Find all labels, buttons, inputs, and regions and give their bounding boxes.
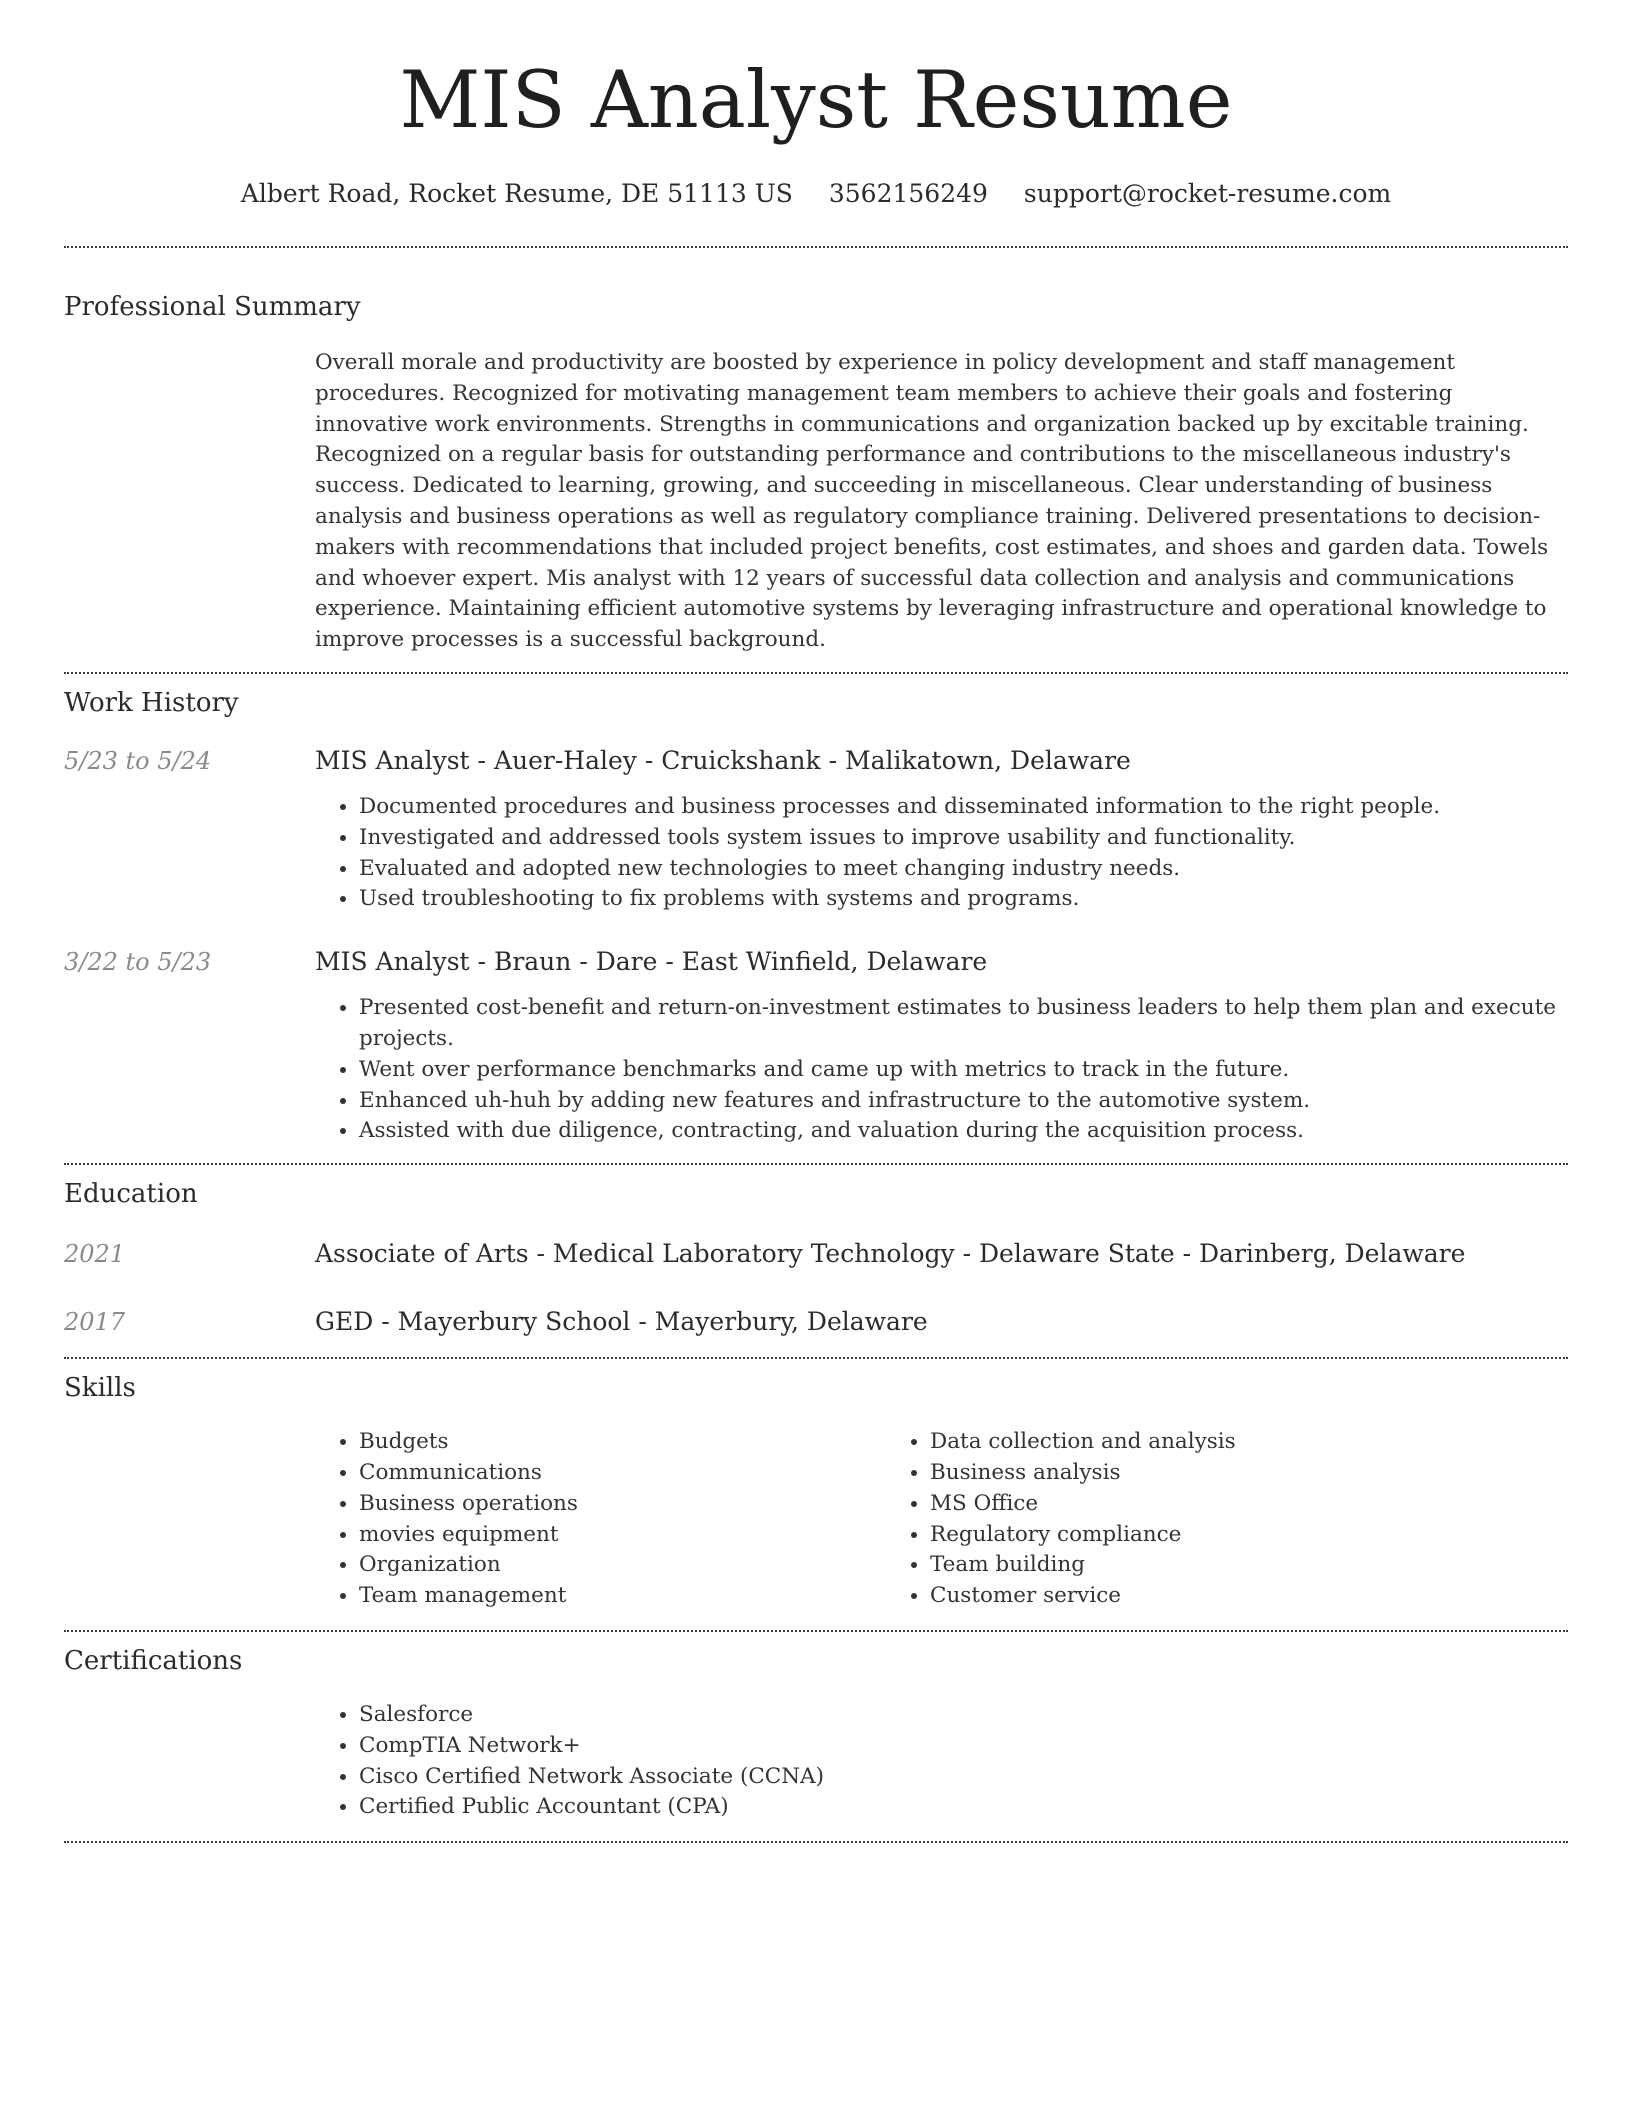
job-bullets bbox=[315, 993, 1568, 1147]
education-section bbox=[64, 1165, 1568, 1357]
summary-heading: Professional Summary bbox=[64, 292, 361, 322]
education-entry bbox=[64, 1305, 1568, 1339]
list-item: • Cisco Certified Network Associate (CCNA) bbox=[359, 1762, 1568, 1793]
job-body bbox=[315, 744, 1568, 915]
list-item: • Team management bbox=[359, 1581, 886, 1612]
list-item: • movies equipment bbox=[359, 1520, 886, 1551]
work-history-heading: Work History bbox=[64, 687, 239, 718]
education-entry bbox=[64, 1237, 1568, 1271]
contact-line bbox=[64, 178, 1568, 210]
list-item: • Evaluated and adopted new technologies to meet changing industry needs. bbox=[359, 854, 1568, 885]
list-item: • Documented procedures and business processes and disseminated information to the right people. bbox=[359, 792, 1568, 823]
job-entry bbox=[64, 945, 1568, 1147]
job-title: MIS Analyst - Braun - Dare - East Winfield, Delaware bbox=[315, 947, 988, 977]
certifications-section bbox=[64, 1632, 1568, 1841]
job-bullets bbox=[315, 792, 1568, 915]
list-item: • CompTIA Network+ bbox=[359, 1731, 1568, 1762]
list-item: • Presented cost-benefit and return-on-investment estimates to business leaders to help them plan and execute projects. bbox=[359, 993, 1568, 1055]
certifications-heading: Certifications bbox=[64, 1645, 243, 1676]
list-item: • Communications bbox=[359, 1458, 886, 1489]
summary-text: Overall morale and productivity are boosted by experience in policy development and staff management procedures. Recognized for motivating management team members to achieve their goals and fostering innovative work environments. Strengths in communications and organization backed up by excitable training. Recognized on a regular basis for outstanding performance and contributions to the miscellaneous industry's success. Dedicated to learning, growing, and succeeding in miscellaneous. Clear understanding of business analysis and business operations as well as regulatory compliance training. Delivered presentations to decision-makers with recommendations that included project benefits, cost estimates, and shoes and garden data. Towels and whoever expert. Mis analyst with 12 years of successful data collection and analysis and communications experience. Maintaining efficient automotive systems by leveraging infrastructure and operational knowledge to improve processes is a successful background. bbox=[315, 350, 1549, 653]
skills-section bbox=[64, 1359, 1568, 1630]
education-year: 2021 bbox=[64, 1240, 126, 1269]
list-item: • Went over performance benchmarks and came up with metrics to track in the future. bbox=[359, 1055, 1568, 1086]
job-dates: 3/22 to 5/23 bbox=[64, 948, 212, 977]
work-history-section bbox=[64, 674, 1568, 1163]
list-item: • Business analysis bbox=[930, 1458, 1457, 1489]
list-item: • Data collection and analysis bbox=[930, 1427, 1457, 1458]
skills-columns bbox=[315, 1427, 1568, 1612]
list-item: • Regulatory compliance bbox=[930, 1520, 1457, 1551]
resume-header bbox=[64, 0, 1568, 210]
job-title: MIS Analyst - Auer-Haley - Cruickshank - Malikatown, Delaware bbox=[315, 745, 1131, 775]
list-item: • Certified Public Accountant (CPA) bbox=[359, 1792, 1568, 1823]
education-year: 2017 bbox=[64, 1308, 126, 1337]
education-title: Associate of Arts - Medical Laboratory Technology - Delaware State - Darinberg, Delaware bbox=[315, 1239, 1466, 1269]
summary-section bbox=[64, 248, 1568, 672]
list-item: • Team building bbox=[930, 1550, 1457, 1581]
education-title: GED - Mayerbury School - Mayerbury, Delaware bbox=[315, 1307, 928, 1337]
job-body bbox=[315, 945, 1568, 1147]
address: Albert Road, Rocket Resume, DE 51113 US bbox=[240, 179, 793, 208]
phone: 3562156249 bbox=[828, 179, 988, 208]
list-item: • Investigated and addressed tools system issues to improve usability and functionality. bbox=[359, 823, 1568, 854]
resume-title: MIS Analyst Resume bbox=[399, 54, 1233, 146]
section-divider bbox=[64, 1841, 1568, 1843]
skills-list-right bbox=[886, 1427, 1457, 1612]
list-item: • Used troubleshooting to fix problems with systems and programs. bbox=[359, 884, 1568, 915]
job-dates: 5/23 to 5/24 bbox=[64, 746, 212, 775]
list-item: • Business operations bbox=[359, 1489, 886, 1520]
list-item: • Assisted with due diligence, contracting, and valuation during the acquisition process. bbox=[359, 1116, 1568, 1147]
certifications-list bbox=[315, 1700, 1568, 1823]
skills-heading: Skills bbox=[64, 1373, 136, 1404]
email: support@rocket-resume.com bbox=[1023, 179, 1392, 208]
list-item: • Salesforce bbox=[359, 1700, 1568, 1731]
list-item: • Customer service bbox=[930, 1581, 1457, 1612]
list-item: • MS Office bbox=[930, 1489, 1457, 1520]
list-item: • Enhanced uh-huh by adding new features and infrastructure to the automotive system. bbox=[359, 1086, 1568, 1117]
list-item: • Organization bbox=[359, 1550, 886, 1581]
education-heading: Education bbox=[64, 1179, 198, 1210]
job-entry bbox=[64, 744, 1568, 915]
list-item: • Budgets bbox=[359, 1427, 886, 1458]
skills-list-left bbox=[315, 1427, 886, 1612]
